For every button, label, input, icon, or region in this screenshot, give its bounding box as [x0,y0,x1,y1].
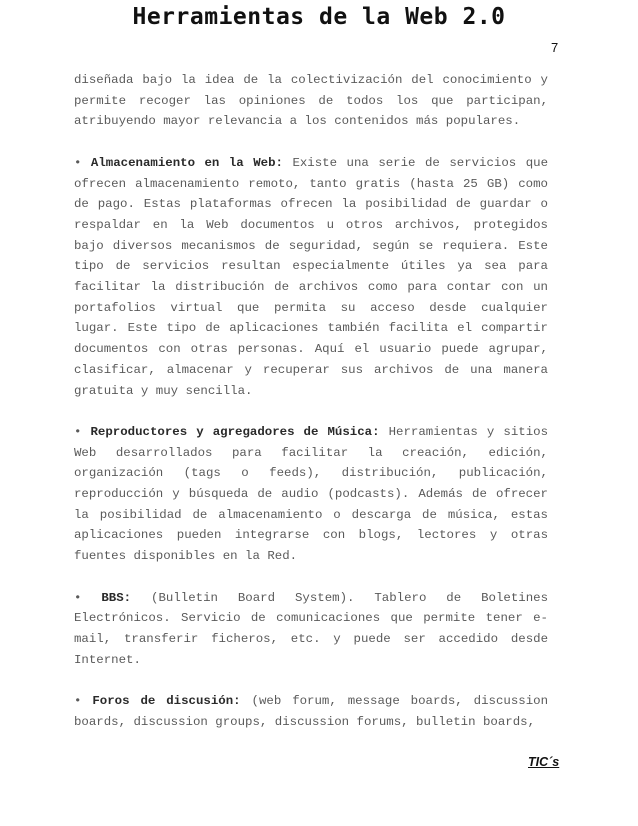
item-text: (Bulletin Board System). Tablero de Boletines Electrónicos. Servicio de comunicaciones que permite tener e-mail, transferir ficheros, etc. y puede ser accedido desde Internet. [74,590,549,667]
page-title: Herramientas de la Web 2.0 [132,4,506,30]
bullet-icon: • [74,155,82,170]
item-term: Reproductores y agregadores de Música: [90,424,380,439]
item-text: Existe una serie de servicios que ofrecen almacenamiento remoto, tanto gratis (hasta 25 GB) como de pago. Estas plataformas ofrecen la posibilidad de guardar o respaldar en la Web documentos u otros archivos, protegidos bajo diversos mecanismos de seguridad, según se requiera. Este tipo de servicios resultan especialmente útiles ya sea para facilitar la distribución de archivos como para contar con un portafolios virtual que permita su acceso desde cualquier lugar. Este tipo de aplicaciones también facilita el compartir documentos con otras personas. Aquí el usuario puede agrupar, clasificar, almacenar y recuperar sus archivos de una manera gratuita y muy sencilla. [74,155,549,398]
bullet-icon: • [74,424,82,439]
list-item [74,422,548,567]
list-item [74,153,548,401]
list-item [74,691,548,732]
document-body [74,70,548,753]
list-item [74,588,548,671]
item-term: Almacenamiento en la Web: [90,155,283,170]
item-text: Herramientas y sitios Web desarrollados para facilitar la creación, edición, organización (tags o feeds), distribución, publicación, reproducción y búsqueda de audio (podcasts). Además de ofrecer la posibilidad de almacenamiento o descarga de música, estas aplicaciones pueden integrarse con blogs, lectores y otras fuentes disponibles en la Red. [74,424,548,564]
page-number: 7 [551,40,559,55]
intro-paragraph: diseñada bajo la idea de la colectivización del conocimiento y permite recoger las opiniones de todos los que participan, atribuyendo mayor relevancia a los contenidos más populares. [74,73,548,129]
footer-label: TIC´s [528,755,560,769]
bullet-icon: • [74,694,82,709]
item-term: Foros de discusión: [92,694,241,709]
item-text: (web forum, message boards, discussion boards, discussion groups, discussion forums, bulletin boards, [74,694,549,729]
item-term: BBS: [101,590,132,605]
bullet-icon: • [74,590,82,605]
